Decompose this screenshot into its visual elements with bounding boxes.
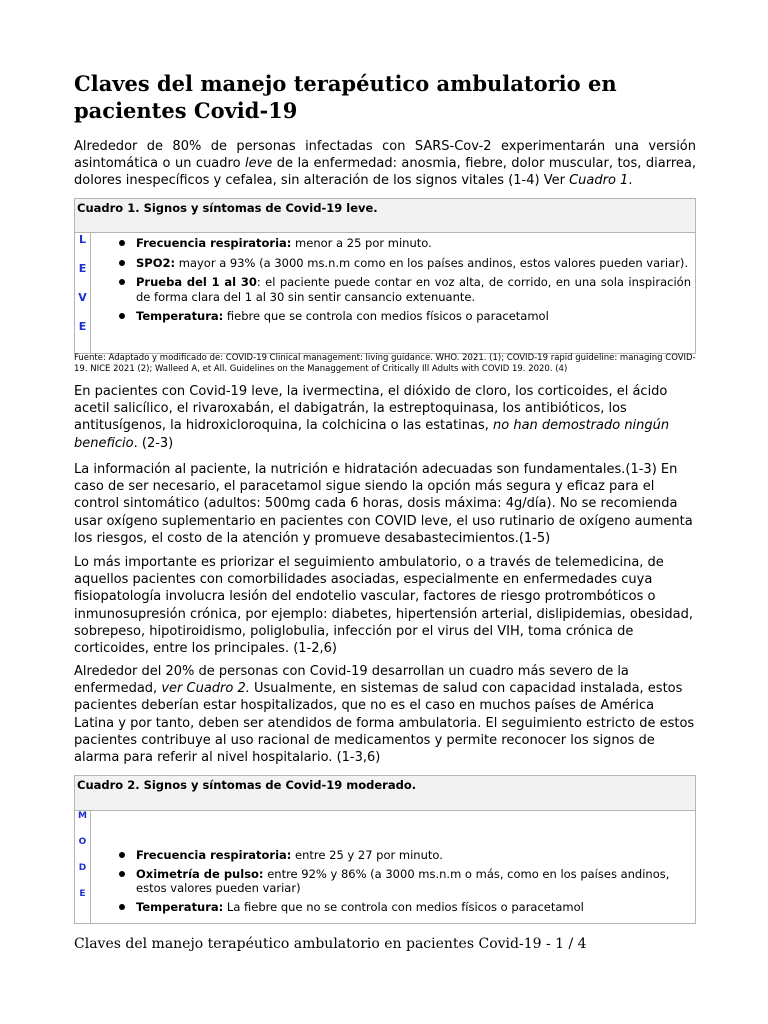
cuadro-1-side-letters bbox=[75, 233, 91, 354]
paragraph-treatments-emphasis: no han demostrado ningún beneficio bbox=[74, 418, 670, 451]
item-text: mayor a 93% (a 3000 ms.n.m como en los países andinos, estos valores pueden variar). bbox=[175, 255, 688, 270]
paragraph-treatments-end: . (2-3) bbox=[133, 435, 174, 451]
paragraph-severe-text-1: Alrededor del 20% de personas con Covid-19 desarrollan un cuadro más severo de la enfermedad, bbox=[74, 664, 629, 697]
cuadro-1-content bbox=[91, 233, 696, 354]
cuadro-1-source: Fuente: Adaptado y modificado de: COVID-19 Clinical management: living guidance. WHO. 2021. (1); COVID-19 rapid guideline: managing COVID-19. NICE 2021 (2); Walleed A, et All. Guidelines on the Managgement of Critically Ill Adults with COVID 19. 2020. (4) bbox=[74, 353, 696, 374]
side-letter: L bbox=[78, 233, 86, 246]
paragraph-severe bbox=[74, 663, 696, 766]
table-cuadro-1 bbox=[74, 198, 696, 354]
intro-text-2: de la enfermedad: anosmia, fiebre, dolor muscular, tos, diarrea, dolores inespecíficos y cefalea, sin alteración de los signos vitales (1-4) Ver bbox=[74, 156, 696, 189]
item-label: Temperatura: bbox=[136, 899, 224, 914]
intro-emphasis-cuadro: Cuadro 1 bbox=[569, 173, 629, 189]
list-item bbox=[136, 900, 691, 915]
intro-text-3: . bbox=[628, 173, 633, 189]
side-letter: O bbox=[78, 837, 87, 847]
page-title: Claves del manejo terapéutico ambulatorio en pacientes Covid-19 bbox=[74, 71, 617, 123]
item-label: Oximetría de pulso: bbox=[136, 866, 264, 881]
item-text: fiebre que se controla con medios físicos o paracetamol bbox=[223, 309, 549, 323]
intro-emphasis-leve: leve bbox=[245, 156, 273, 172]
table-cuadro-2 bbox=[74, 775, 696, 924]
list-item bbox=[136, 867, 691, 896]
item-label: Frecuencia respiratoria: bbox=[136, 236, 292, 250]
paragraph-severe-text-2: Usualmente, en sistemas de salud con capacidad instalada, estos pacientes deberían estar hospitalizados, que no es el caso en muchos países de América Latina y por tanto, deben ser atendidos de forma ambulatoria. El seguimiento estricto de estos pacientes contribuye al uso racional de medicamentos y permite reconocer los signos de alarma para referir al nivel hospitalario. (1-3,6) bbox=[74, 681, 695, 766]
item-label: Frecuencia respiratoria: bbox=[136, 848, 292, 862]
item-text: menor a 25 por minuto. bbox=[291, 236, 432, 250]
side-letter: D bbox=[78, 863, 87, 873]
paragraph-severe-emphasis: ver Cuadro 2. bbox=[161, 681, 250, 697]
cuadro-2-content bbox=[91, 811, 696, 924]
list-item bbox=[136, 275, 691, 304]
page-footer: Claves del manejo terapéutico ambulatorio en pacientes Covid-19 - 1 / 4 bbox=[74, 936, 587, 952]
paragraph-followup: Lo más importante es priorizar el seguimiento ambulatorio, o a través de telemedicina, de aquellos pacientes con comorbilidades asociadas, especialmente en enfermedades cuya fisiopatología involucra lesión del endotelio vascular, factores de riesgo protrombóticos o inmunosupresión crónica, por ejemplo: diabetes, hipertensión arterial, dislipidemias, obesidad, sobrepeso, hipotiroidismo, poliglobulia, infección por el virus del VIH, toma crónica de corticoides, entre los principales. (1-2,6) bbox=[74, 555, 694, 657]
side-letter: M bbox=[78, 811, 87, 821]
item-text: entre 25 y 27 por minuto. bbox=[291, 848, 443, 862]
list-item bbox=[136, 309, 691, 324]
cuadro-2-title: Cuadro 2. Signos y síntomas de Covid-19 moderado. bbox=[75, 776, 696, 811]
side-letter: E bbox=[78, 262, 87, 275]
item-text: La fiebre que no se controla con medios físicos o paracetamol bbox=[223, 899, 584, 914]
list-item bbox=[136, 236, 691, 251]
paragraph-information: La información al paciente, la nutrición e hidratación adecuadas son fundamentales.(1-3) En caso de ser necesario, el paracetamol sigue siendo la opción más segura y eficaz para el control sintomático (adultos: 500mg cada 6 horas, dosis máxima: 4g/día). No se recomienda usar oxígeno suplementario en pacientes con COVID leve, el uso rutinario de oxígeno aumenta los riesgos, el costo de la atención y promueve desabastecimientos.(1-5) bbox=[74, 462, 693, 546]
list-item bbox=[136, 848, 691, 863]
item-text: entre 92% y 86% (a 3000 ms.n.m o más, como en los países andinos, estos valores pueden variar) bbox=[136, 866, 670, 895]
cuadro-1-list bbox=[91, 236, 695, 324]
intro-paragraph bbox=[74, 138, 696, 190]
item-text: : el paciente puede contar en voz alta, de corrido, en una sola inspiración de forma clara del 1 al 30 sin sentir cansancio extenuante. bbox=[136, 275, 691, 304]
paragraph-treatments bbox=[74, 383, 696, 452]
item-label: Prueba del 1 al 30 bbox=[136, 275, 257, 289]
cuadro-2-list bbox=[91, 848, 695, 914]
item-label: SPO2: bbox=[136, 255, 176, 270]
paragraph-treatments-text: En pacientes con Covid-19 leve, la ivermectina, el dióxido de cloro, los corticoides, el ácido acetil salicílico, el rivaroxabán, el dabigatrán, la estreptoquinasa, los antibióticos, los antitusígenos, la hidroxicloroquina, la colchicina o las estatinas, bbox=[74, 384, 668, 434]
side-letter: V bbox=[78, 291, 87, 304]
intro-text-1: Alrededor de 80% de personas infectadas con SARS-Cov-2 experimentarán una versión asintomática o un cuadro bbox=[74, 139, 696, 172]
item-label: Temperatura: bbox=[136, 309, 224, 323]
cuadro-1-title: Cuadro 1. Signos y síntomas de Covid-19 leve. bbox=[75, 199, 696, 233]
side-letter: E bbox=[79, 889, 86, 899]
list-item bbox=[136, 256, 691, 271]
cuadro-2-side-letters bbox=[75, 811, 91, 924]
side-letter: E bbox=[78, 320, 87, 333]
